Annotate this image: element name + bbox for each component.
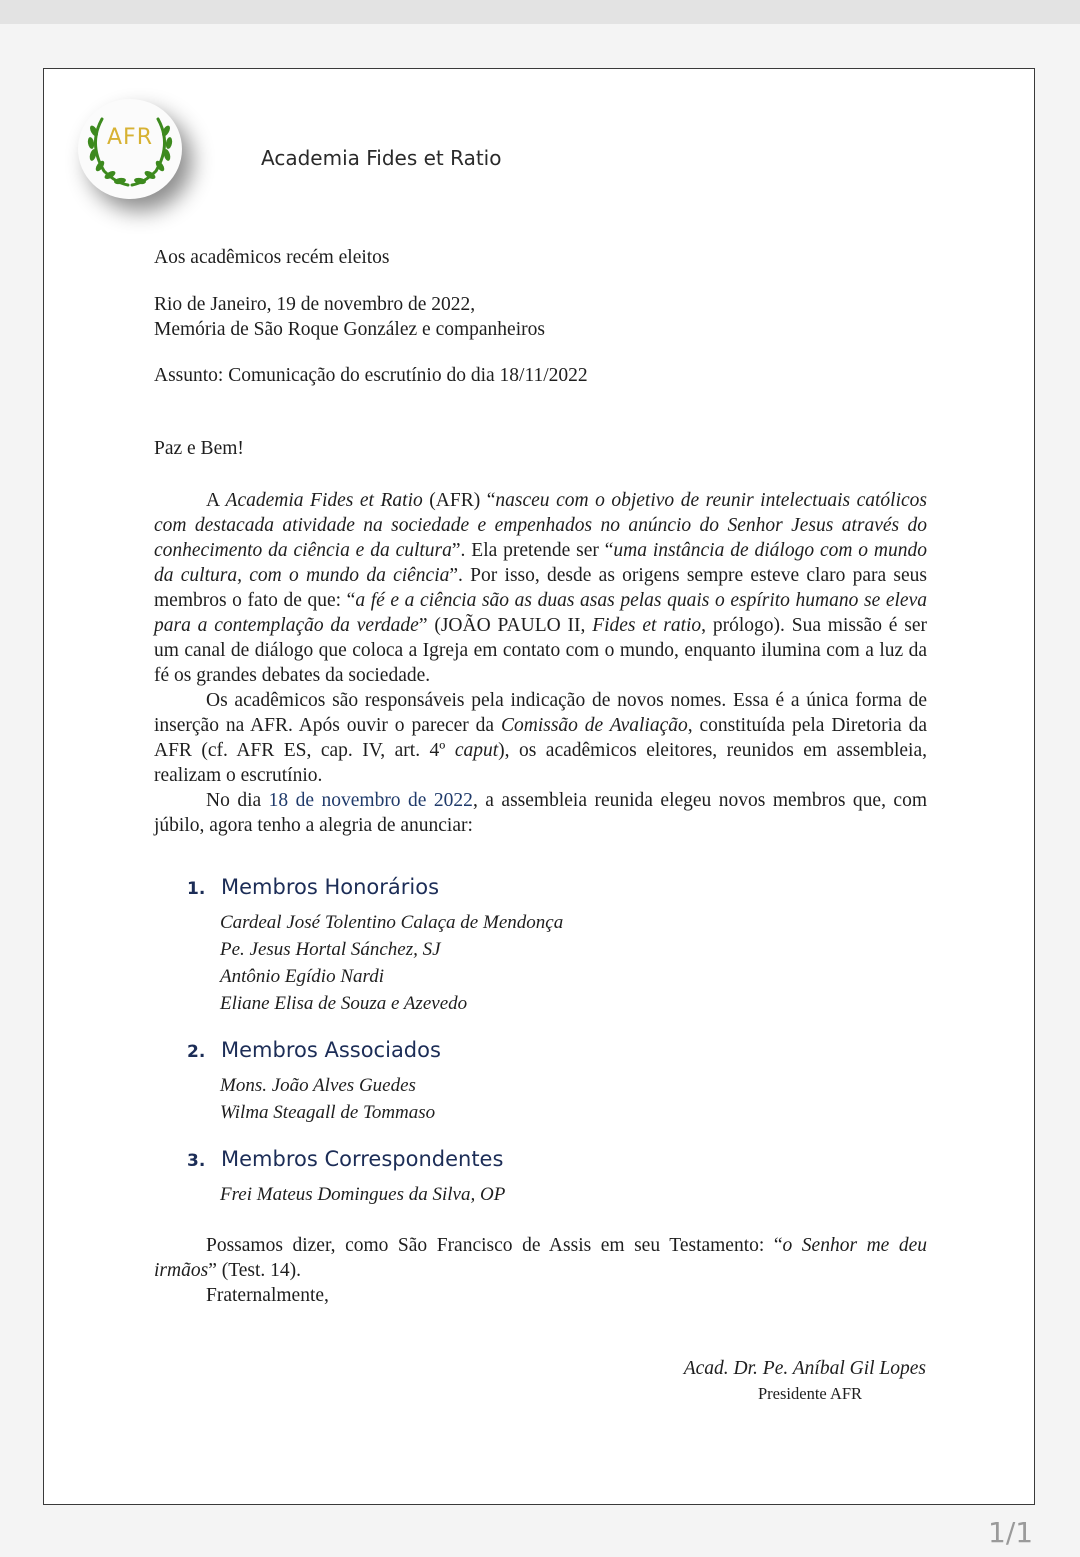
header-title: Academia Fides et Ratio [261,146,502,170]
logo-text: AFR [107,125,153,150]
closing-paragraph [154,1233,927,1283]
member-name: Frei Mateus Domingues da Silva, OP [220,1184,506,1205]
p2-commission: Comissão de Avaliação [500,715,688,736]
p2-caput: caput [454,740,499,761]
p1-text: ” (JOÃO PAULO II, [418,615,593,636]
p1-quote-1: nasceu com o objetivo de reunir intelectuais católicos com destacada atividade na sociedade e empenhados no anúncio do Senhor Jesus através do conhecimento da ciência e da cultura [154,490,928,561]
p1-text: , prólogo). Sua missão é ser um canal de diálogo que coloca a Igreja em contato com o mundo, enquanto ilumina com a luz da fé os grandes debates da sociedade. [154,615,927,686]
p1-text: ”. Por isso, desde as origens sempre esteve claro para seus membros o fato de que: “ [154,565,928,611]
member-name: Mons. João Alves Guedes [220,1075,416,1096]
p1-encyclical-title: Fides et ratio [592,615,702,636]
section-number: 2. [187,1042,206,1062]
honorary-members-list [220,909,563,1017]
p2-text: , constituída pela Diretoria da AFR (cf. AFR ES, cap. IV, art. 4º [154,715,927,761]
closing-block [154,1233,927,1308]
section-correspondent [187,1147,503,1171]
paragraph-2 [154,688,927,788]
afr-logo [78,99,182,199]
page-indicator: 1/1 [988,1516,1034,1549]
recipient-line: Aos acadêmicos recém eleitos [154,247,390,268]
member-name: Eliane Elisa de Souza e Azevedo [220,993,468,1014]
section-title: Membros Honorários [221,875,440,899]
viewer-top-bar [0,0,1080,24]
section-title: Membros Correspondentes [221,1147,504,1171]
p1-quote-2: uma instância de diálogo com o mundo da cultura, com o mundo da ciência [154,540,927,586]
member-name: Cardeal José Tolentino Calaça de Mendonça [220,912,564,933]
place-date-line: Rio de Janeiro, 19 de novembro de 2022, [154,294,476,315]
p1-quote-3: a fé e a ciência são as duas asas pelas quais o espírito humano se eleva para a contemplação da verdade [154,590,927,636]
signature-name: Acad. Dr. Pe. Aníbal Gil Lopes [683,1358,926,1379]
letter-page [43,68,1035,1505]
correspondent-members-list [220,1181,505,1208]
section-associated [187,1038,441,1062]
paragraph-3 [154,788,927,838]
p1-text: ”. Ela pretende ser “ [451,540,614,561]
paragraph-1 [154,488,927,688]
election-date: 18 de novembro de 2022 [268,790,473,811]
section-honorary [187,875,439,899]
closing-text: Possamos dizer, como São Francisco de Assis em seu Testamento: “ [206,1235,783,1256]
p2-text: Os acadêmicos são responsáveis pela indicação de novos nomes. Essa é a única forma de inserção na AFR. Após ouvir o parecer da [154,690,927,736]
section-number: 3. [187,1151,206,1171]
p2-text: ), os acadêmicos eleitores, reunidos em assembleia, realizam o escrutínio. [154,740,927,786]
subject-line: Assunto: Comunicação do escrutínio do dia 18/11/2022 [154,365,588,386]
member-name: Pe. Jesus Hortal Sánchez, SJ [220,939,441,960]
p1-academy-name: Academia Fides et Ratio [225,490,423,511]
section-number: 1. [187,879,206,899]
section-title: Membros Associados [221,1038,441,1062]
letter-body [154,245,927,838]
farewell-line: Fraternalmente, [206,1285,329,1306]
p1-text: (AFR) “ [422,490,496,511]
memorial-line: Memória de São Roque González e companheiros [154,319,545,340]
closing-quote: o Senhor me deu irmãos [154,1235,927,1281]
member-name: Wilma Steagall de Tommaso [220,1102,436,1123]
associated-members-list [220,1072,435,1126]
greeting-line: Paz e Bem! [154,438,244,459]
p1-text: A [206,490,226,511]
member-name: Antônio Egídio Nardi [220,966,384,987]
p3-text: No dia [206,790,269,811]
signature-role: Presidente AFR [758,1384,863,1403]
p3-text: , a assembleia reunida elegeu novos membros que, com júbilo, agora tenho a alegria de anunciar: [154,790,927,836]
closing-text: ” (Test. 14). [208,1260,302,1281]
